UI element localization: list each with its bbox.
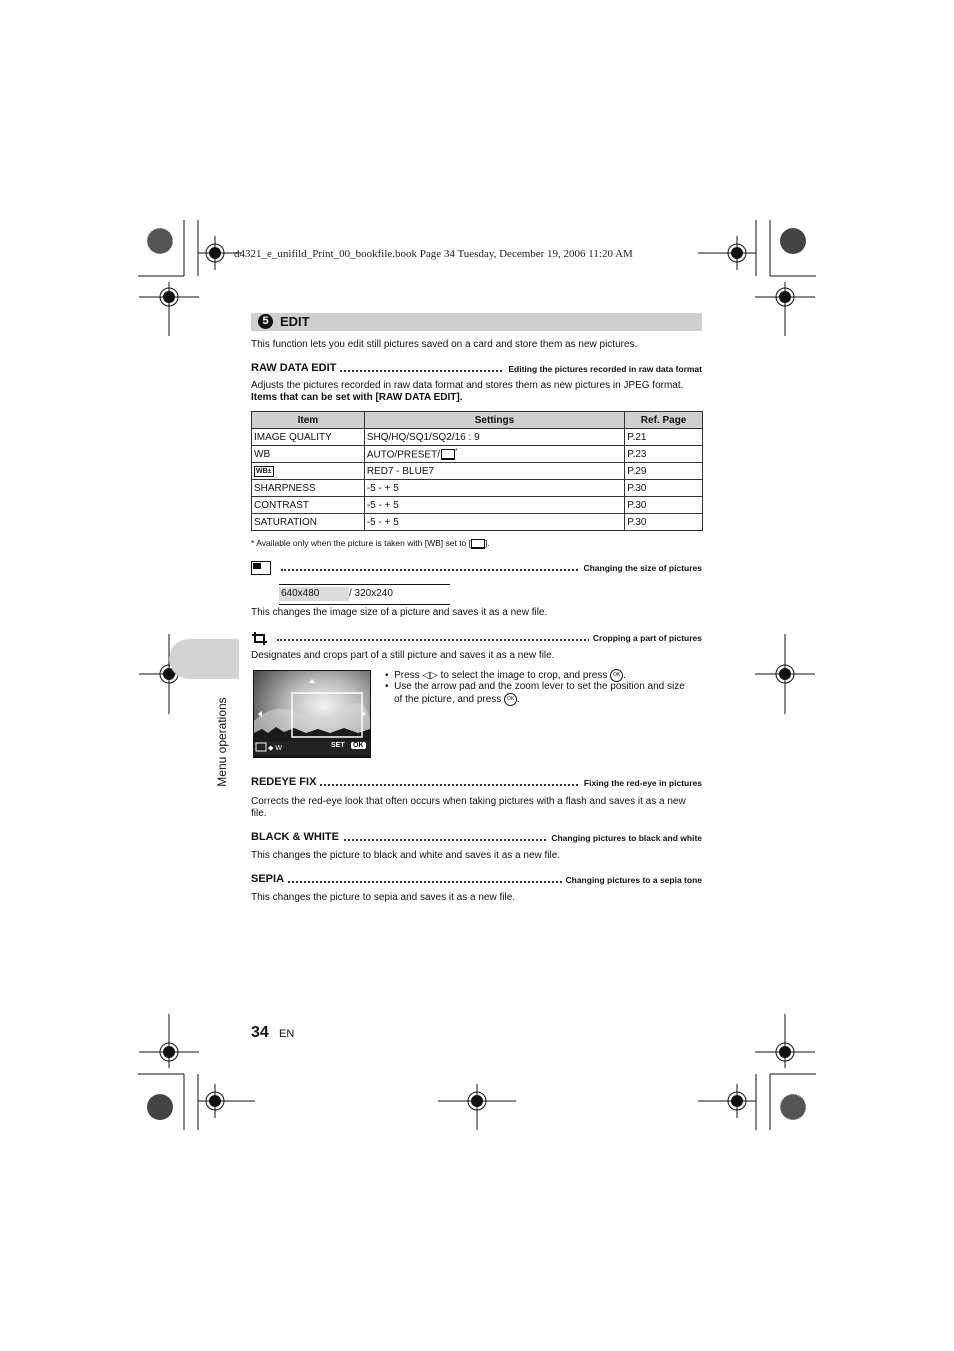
left-right-arrows-icon: ◁▷ [422,670,438,682]
ok-button-icon: OK [504,693,517,706]
subsection-name: RAW DATA EDIT [251,362,340,374]
print-header: d4321_e_unifild_Print_00_bookfile.book Page 34 Tuesday, December 19, 2006 11:20 AM [234,248,633,260]
cell: IMAGE QUALITY [252,429,365,446]
bw-heading [251,831,702,845]
cell: WB [252,446,365,463]
page-number: 34 [251,1024,269,1041]
cell [252,463,365,480]
option-320x240: / 320x240 [349,588,393,599]
table-row [252,514,703,531]
cell: -5 - + 5 [364,497,624,514]
screen-ok-label: OK [353,742,364,749]
section-header [251,313,702,331]
crop-bullet-2-cont: of the picture, and press OK . [394,694,520,706]
subsection-desc: Fixing the red-eye in pictures [580,778,702,788]
subsection-desc: Changing pictures to a sepia tone [562,875,703,885]
crop-text: Designates and crops part of a still picture and saves it as a new file. [251,650,555,661]
col-header: Ref. Page [625,412,703,429]
table-row [252,480,703,497]
side-tab [169,639,239,679]
raw-data-edit-heading [251,362,702,376]
redeye-text: Corrects the red-eye look that often occurs when taking pictures with a flash and saves it as a new [251,796,686,807]
sepia-heading [251,873,702,887]
custom-wb-icon [471,539,485,549]
cell: SHARPNESS [252,480,365,497]
crop-bullet-2: • Use the arrow pad and the zoom lever to set the position and size [385,681,685,692]
resize-text: This changes the image size of a picture and saves it as a new file. [251,607,548,618]
resize-icon [251,561,271,575]
subsection-name: BLACK & WHITE [251,831,343,843]
table-row [252,446,703,463]
cell: P.30 [625,497,703,514]
table-row [252,497,703,514]
table-row [252,463,703,480]
subsection-desc: Changing the size of pictures [579,563,702,573]
crop-icon [251,631,269,645]
subsection-name: SEPIA [251,873,288,885]
resize-heading [251,561,702,575]
subsection-desc: Cropping a part of pictures [589,633,702,643]
ok-button-icon: OK [610,669,623,682]
cell: -5 - + 5 [364,480,624,497]
screen-set-label: SET [331,742,345,749]
section-number: 5 [258,314,273,329]
svg-text:◆ W: ◆ W [268,745,282,752]
language-code: EN [279,1028,295,1040]
raw-data-table [251,411,703,531]
section-title: EDIT [280,314,310,329]
col-header: Settings [364,412,624,429]
cell: CONTRAST [252,497,365,514]
cell: P.30 [625,514,703,531]
crop-bullet-1: • Press ◁▷ to select the image to crop, and press OK . [385,670,626,682]
side-label: Menu operations [215,697,229,787]
bullet-text: to select the image to crop, and press [440,670,608,682]
redeye-text-cont: file. [251,808,267,819]
cell: P.23 [625,446,703,463]
custom-wb-icon [441,449,455,460]
subsection-desc: Changing pictures to black and white [547,833,702,843]
resize-options [279,584,450,605]
redeye-heading [251,776,702,790]
cell: P.29 [625,463,703,480]
crop-heading [251,631,702,645]
cell: P.21 [625,429,703,446]
section-intro: This function lets you edit still pictures saved on a card and store them as new pictures. [251,339,638,350]
bullet-text: Press [394,670,420,682]
footnote-text: * Available only when the picture is taken with [WB] set to [ [251,538,472,548]
option-640x480: 640x480 [279,587,349,601]
cell: SATURATION [252,514,365,531]
footnote: * Available only when the picture is taken with [WB] set to [ ]. [251,538,490,548]
cell: SHQ/HQ/SQ1/SQ2/16 : 9 [364,429,624,446]
cell: AUTO/PRESET/ * [364,446,624,463]
bullet-text: Use the arrow pad and the zoom lever to set the position and size [394,681,685,692]
bw-text: This changes the picture to black and white and saves it as a new file. [251,850,561,861]
cell: -5 - + 5 [364,514,624,531]
wb-plusminus-icon: WB± [256,468,272,475]
cell: P.30 [625,480,703,497]
cell: RED7 - BLUE7 [364,463,624,480]
cell-text: AUTO/PRESET/ [366,449,440,461]
table-row [252,429,703,446]
sepia-text: This changes the picture to sepia and saves it as a new file. [251,892,516,903]
subsection-desc: Editing the pictures recorded in raw data format [504,364,702,374]
bullet-text: of the picture, and press [394,694,502,706]
subsection-name: REDEYE FIX [251,776,320,788]
raw-data-items-note: Items that can be set with [RAW DATA EDIT]. [251,392,463,403]
col-header: Item [252,412,365,429]
raw-data-text: Adjusts the pictures recorded in raw data format and stores them as new pictures in JPEG format. [251,380,684,391]
crop-screen-illustration [253,670,371,758]
